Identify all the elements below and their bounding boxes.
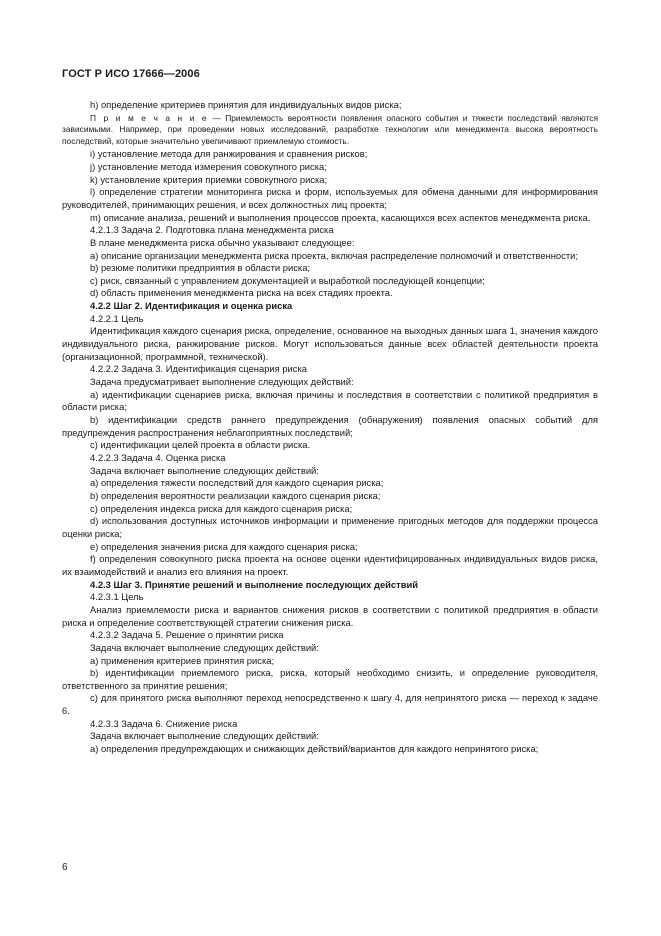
list-item-c: c) для принятого риска выполняют переход непосредственно к шагу 4, для непринятого риска — переход к задаче 6. [62, 692, 598, 717]
page-number: 6 [62, 862, 68, 873]
list-item-j: j) установление метода измерения совокупного риска; [90, 160, 327, 172]
document-body [62, 99, 598, 756]
list-item-c: c) определения индекса риска для каждого сценария риска; [90, 502, 353, 514]
list-item-a: a) описание организации менеджмента риска проекта, включая распределение полномочий и ответственности; [90, 249, 578, 261]
paragraph: Анализ приемлемости риска и вариантов снижения рисков в соответствии с политикой предприятия в области риска и определение соответствующей стратегии снижения риска. [62, 603, 598, 628]
list-item-a: a) определения тяжести последствий для каждого сценария риска; [90, 477, 384, 489]
list-item-a: a) идентификации сценариев риска, включая причины и последствия в соответствии с политикой предприятия в области риска; [62, 388, 598, 413]
paragraph: Задача включает выполнение следующих действий: [90, 730, 319, 742]
subsection-4-2-3-1: 4.2.3.1 Цель [90, 591, 144, 603]
note-label: П р и м е ч а н и е [90, 113, 209, 124]
subsection-4-2-2-1: 4.2.2.1 Цель [90, 312, 144, 324]
list-item-i: i) установление метода для ранжирования и сравнения рисков; [90, 148, 368, 160]
section-heading-4-2-3: 4.2.3 Шаг 3. Принятие решений и выполнение последующих действий [90, 578, 419, 590]
list-item-f: f) определения совокупного риска проекта на основе оценки идентифицированных индивидуальных видов риска, их взаимодействий и анализ его влияния на проект. [62, 553, 598, 577]
paragraph: Задача включает выполнение следующих действий: [90, 641, 319, 653]
list-item-b: b) идентификации средств раннего предупреждения (обнаружения) появления опасных событий для предупреждения распространения неблагоприятных последствий; [62, 414, 598, 438]
list-item-l: l) определение стратегии мониторинга риска и форм, используемых для обмена данными для информирования руководителей, принимающих решения, и всех должностных лиц проекта; [62, 186, 598, 210]
list-item-d: d) использования доступных источников информации и применение пригодных методов для поддержки процесса оценки риска; [62, 515, 598, 539]
list-item-m: m) описание анализа, решений и выполнения процессов проекта, касающихся всех аспектов менеджмента риска. [90, 211, 591, 223]
paragraph: Задача предусматривает выполнение следующих действий: [90, 376, 354, 388]
paragraph: Идентификация каждого сценария риска, определение, основанное на выходных данных шага 1, значения каждого индивидуального риска, ранжирование рисков. Могут использоваться данные всех областей деятельности проекта (организационной, программной, технической). [62, 325, 598, 362]
subsection-4-2-2-3: 4.2.2.3 Задача 4. Оценка риска [90, 452, 226, 464]
list-item-k: k) установление критерия приемки совокупного риска; [90, 173, 328, 185]
note-text: — Приемлемость вероятности появления опасного события и тяжести последствий являются зависимыми. Например, при проведении новых исследований, разработке технологии или менеджмента высока вероятность последствий, которые значительно увеличивают приемлемую стоимость. [62, 113, 598, 146]
subsection-4-2-2-2: 4.2.2.2 Задача 3. Идентификация сценария риска [90, 363, 307, 375]
list-item-a: a) определения предупреждающих и снижающих действий/вариантов для каждого непринятого риска; [90, 743, 539, 755]
list-item-h: h) определение критериев принятия для индивидуальных видов риска; [90, 99, 402, 110]
list-item-b: b) определения вероятности реализации каждого сценария риска; [90, 489, 381, 501]
list-item-d: d) область применения менеджмента риска на всех стадиях проекта. [90, 287, 393, 299]
list-item-c: c) идентификации целей проекта в области риска. [90, 439, 311, 451]
paragraph: Задача включает выполнение следующих действий: [90, 464, 319, 476]
list-item-a: a) применения критериев принятия риска; [90, 654, 275, 666]
document-header: ГОСТ Р ИСО 17666—2006 [62, 68, 200, 80]
note-paragraph [62, 113, 598, 147]
list-item-b: b) резюме политики предприятия в области риска; [90, 262, 311, 274]
subsection-4-2-3-2: 4.2.3.2 Задача 5. Решение о принятии риска [90, 629, 284, 641]
subsection-4-2-3-3: 4.2.3.3 Задача 6. Снижение риска [90, 717, 238, 729]
section-heading-4-2-2: 4.2.2 Шаг 2. Идентификация и оценка риска [90, 300, 293, 312]
paragraph: В плане менеджмента риска обычно указывают следующее: [90, 236, 355, 248]
list-item-b: b) идентификации приемлемого риска, риска, который необходимо снизить, и определение руководителя, ответственного за принятие решения; [62, 667, 598, 691]
list-item-c: c) риск, связанный с управлением документацией и выработкой последующей концепции; [90, 274, 485, 286]
subsection-4-2-1-3: 4.2.1.3 Задача 2. Подготовка плана менеджмента риска [90, 224, 334, 236]
list-item-e: e) определения значения риска для каждого сценария риска; [90, 540, 358, 552]
